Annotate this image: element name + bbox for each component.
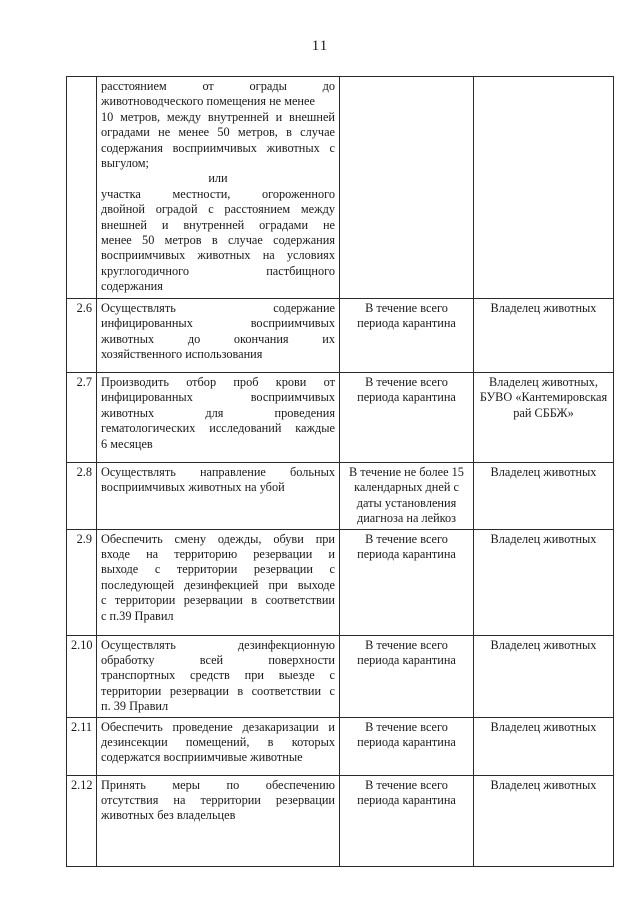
row-term: В течение всего периода карантина (340, 373, 474, 463)
action-line: Осуществлять направление больных (101, 465, 335, 479)
action-line: животных для проведения (101, 405, 335, 420)
action-line: содержания (101, 279, 163, 294)
row-action (97, 775, 340, 866)
action-line: круглогодичного пастбищного (101, 263, 335, 278)
action-line: менее 50 метров в случае содержания (101, 233, 335, 248)
action-line: Обеспечить проведение дезакаризации и (101, 719, 335, 734)
row-action (97, 463, 340, 530)
row-responsible: Владелец животных, БУВО «Кантемировская рай СББЖ» (474, 373, 614, 463)
action-line: 6 месяцев (101, 436, 153, 451)
action-line: содержатся восприимчивые животные (101, 750, 303, 765)
table-row (67, 373, 614, 463)
action-line: расстоянием от ограды до (101, 79, 335, 93)
row-term: В течение не более 15 календарных дней с даты установления диагноза на лейкоз (340, 463, 474, 530)
row-action (97, 299, 340, 373)
action-line: инфицированных восприимчивых (101, 390, 335, 405)
row-term: В течение всего периода карантина (340, 529, 474, 635)
table-row (67, 463, 614, 530)
action-line: дезинсекции помещений, в которых (101, 735, 335, 750)
action-line: оградами не менее 50 метров, в случае (101, 125, 335, 140)
row-term: В течение всего периода карантина (340, 299, 474, 373)
table-row (67, 717, 614, 775)
row-term: В течение всего периода карантина (340, 717, 474, 775)
action-line: п. 39 Правил (101, 699, 169, 714)
action-line: хозяйственного использования (101, 347, 263, 362)
action-line: выходе с территории резервации с (101, 562, 335, 577)
row-action (97, 717, 340, 775)
action-line: выгулом; (101, 156, 149, 171)
row-number (67, 77, 97, 299)
row-action (97, 635, 340, 717)
row-responsible: Владелец животных (474, 635, 614, 717)
row-number: 2.9 (67, 529, 97, 635)
row-term: В течение всего периода карантина (340, 775, 474, 866)
action-line: двойной оградой с расстоянием между (101, 202, 335, 217)
row-responsible (474, 77, 614, 299)
row-number: 2.7 (67, 373, 97, 463)
row-number: 2.12 (67, 775, 97, 866)
row-term (340, 77, 474, 299)
table-row-continuation (67, 77, 614, 299)
action-line: инфицированных восприимчивых (101, 316, 335, 331)
action-line: Производить отбор проб крови от (101, 375, 335, 389)
table-row (67, 529, 614, 635)
action-line: отсутствия на территории резервации (101, 793, 335, 808)
action-line: содержания восприимчивых животных с (101, 140, 335, 155)
table-row (67, 775, 614, 866)
table-row (67, 635, 614, 717)
action-line: Осуществлять дезинфекционную (101, 637, 335, 652)
action-line: животных без владельцев (101, 808, 236, 823)
action-line: внешней и внутренней оградами не (101, 217, 335, 232)
action-line: животных до окончания их (101, 331, 335, 346)
row-action (97, 77, 340, 299)
action-line: восприимчивых животных на убой (101, 480, 285, 495)
page-number: 11 (311, 38, 329, 54)
action-line: с территории резервации в соответствии (101, 593, 335, 608)
action-line: животноводческого помещения не менее (101, 94, 315, 109)
row-number: 2.6 (67, 299, 97, 373)
action-line: Принять меры по обеспечению (101, 777, 335, 792)
action-line: транспортных средств при выезде с (101, 668, 335, 683)
action-line: Осуществлять содержание (101, 301, 335, 315)
row-responsible: Владелец животных (474, 529, 614, 635)
action-line: Обеспечить смену одежды, обуви при (101, 531, 335, 546)
row-term: В течение всего периода карантина (340, 635, 474, 717)
action-line: участка местности, огороженного (101, 186, 335, 201)
action-line: с п.39 Правил (101, 608, 174, 623)
table-row (67, 299, 614, 373)
row-number: 2.11 (67, 717, 97, 775)
row-action (97, 529, 340, 635)
action-line: входе на территорию резервации и (101, 547, 335, 562)
row-responsible: Владелец животных (474, 717, 614, 775)
action-line: восприимчивых животных на условиях (101, 248, 335, 263)
row-number: 2.10 (67, 635, 97, 717)
action-line: 10 метров, между внутренней и внешней (101, 109, 335, 124)
row-action (97, 373, 340, 463)
row-responsible: Владелец животных (474, 299, 614, 373)
action-line: или (208, 171, 228, 186)
table-body (67, 77, 614, 867)
action-line: последующей дезинфекцией при выходе (101, 577, 335, 592)
quarantine-measures-table (66, 76, 614, 867)
row-number: 2.8 (67, 463, 97, 530)
action-line: территории резервации в соответствии с (101, 683, 335, 698)
action-line: гематологических исследований каждые (101, 421, 335, 436)
row-responsible: Владелец животных (474, 463, 614, 530)
row-responsible: Владелец животных (474, 775, 614, 866)
action-line: обработку всей поверхности (101, 653, 335, 668)
